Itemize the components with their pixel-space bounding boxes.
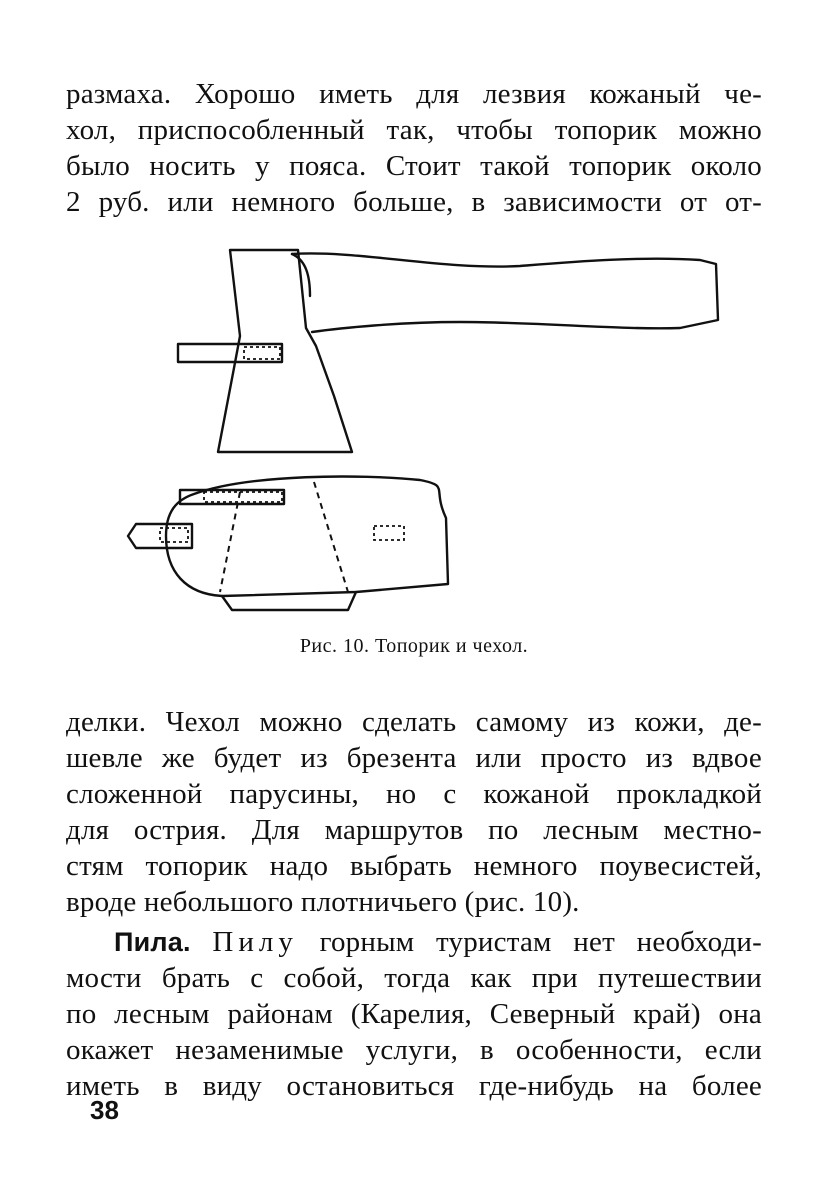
page-number: 38	[90, 1095, 119, 1125]
hatchet-illustration	[120, 236, 720, 626]
text-line: мости брать с собой, тогда как при путешествии	[66, 962, 762, 994]
figure-caption: Рис. 10. Топорик и чехол.	[299, 635, 529, 657]
saw-paragraph-first-line	[114, 924, 762, 960]
sheath-rivet	[374, 526, 404, 540]
text-line: шевле же будет из брезента или просто из вдвое	[66, 742, 762, 774]
text-line: делки. Чехол можно сделать самому из кожи, де-	[66, 706, 762, 738]
text-line: вроде небольшого плотничьего (рис. 10).	[66, 886, 580, 918]
section-heading-saw: Пила.	[114, 927, 191, 957]
figure-hatchet-and-sheath	[120, 236, 720, 626]
text-line: иметь в виду остановиться где-нибудь на более	[66, 1070, 762, 1102]
sheath-seam-right	[314, 482, 348, 592]
text-line: хол, приспособленный так, чтобы топорик можно	[66, 114, 762, 146]
text-span: горным туристам нет необходи-	[297, 926, 763, 958]
axe-head	[218, 250, 352, 452]
text-line: было носить у пояса. Стоит такой топорик около	[66, 150, 762, 182]
text-line: для острия. Для маршрутов по лесным местно-	[66, 814, 762, 846]
sheath-strap-top-stitching	[204, 492, 282, 502]
sheath-strap-left-stitching	[160, 528, 188, 542]
text-line: размаха. Хорошо иметь для лезвия кожаный че-	[66, 78, 762, 110]
axe-strap-stitching	[244, 347, 280, 359]
text-line: окажет незаменимые услуги, в особенности, если	[66, 1034, 762, 1066]
sheath-outline	[166, 477, 448, 596]
axe-handle	[292, 253, 718, 332]
text-line: стям топорик надо выбрать немного поувесистей,	[66, 850, 762, 882]
sheath-seam-left	[220, 492, 240, 592]
spaced-word: Пилу	[212, 926, 298, 958]
text-line: по лесным районам (Карелия, Северный край) она	[66, 998, 762, 1030]
text-line: сложенной парусины, но с кожаной прокладкой	[66, 778, 762, 810]
text-line: 2 руб. или немного больше, в зависимости от от-	[66, 186, 762, 218]
